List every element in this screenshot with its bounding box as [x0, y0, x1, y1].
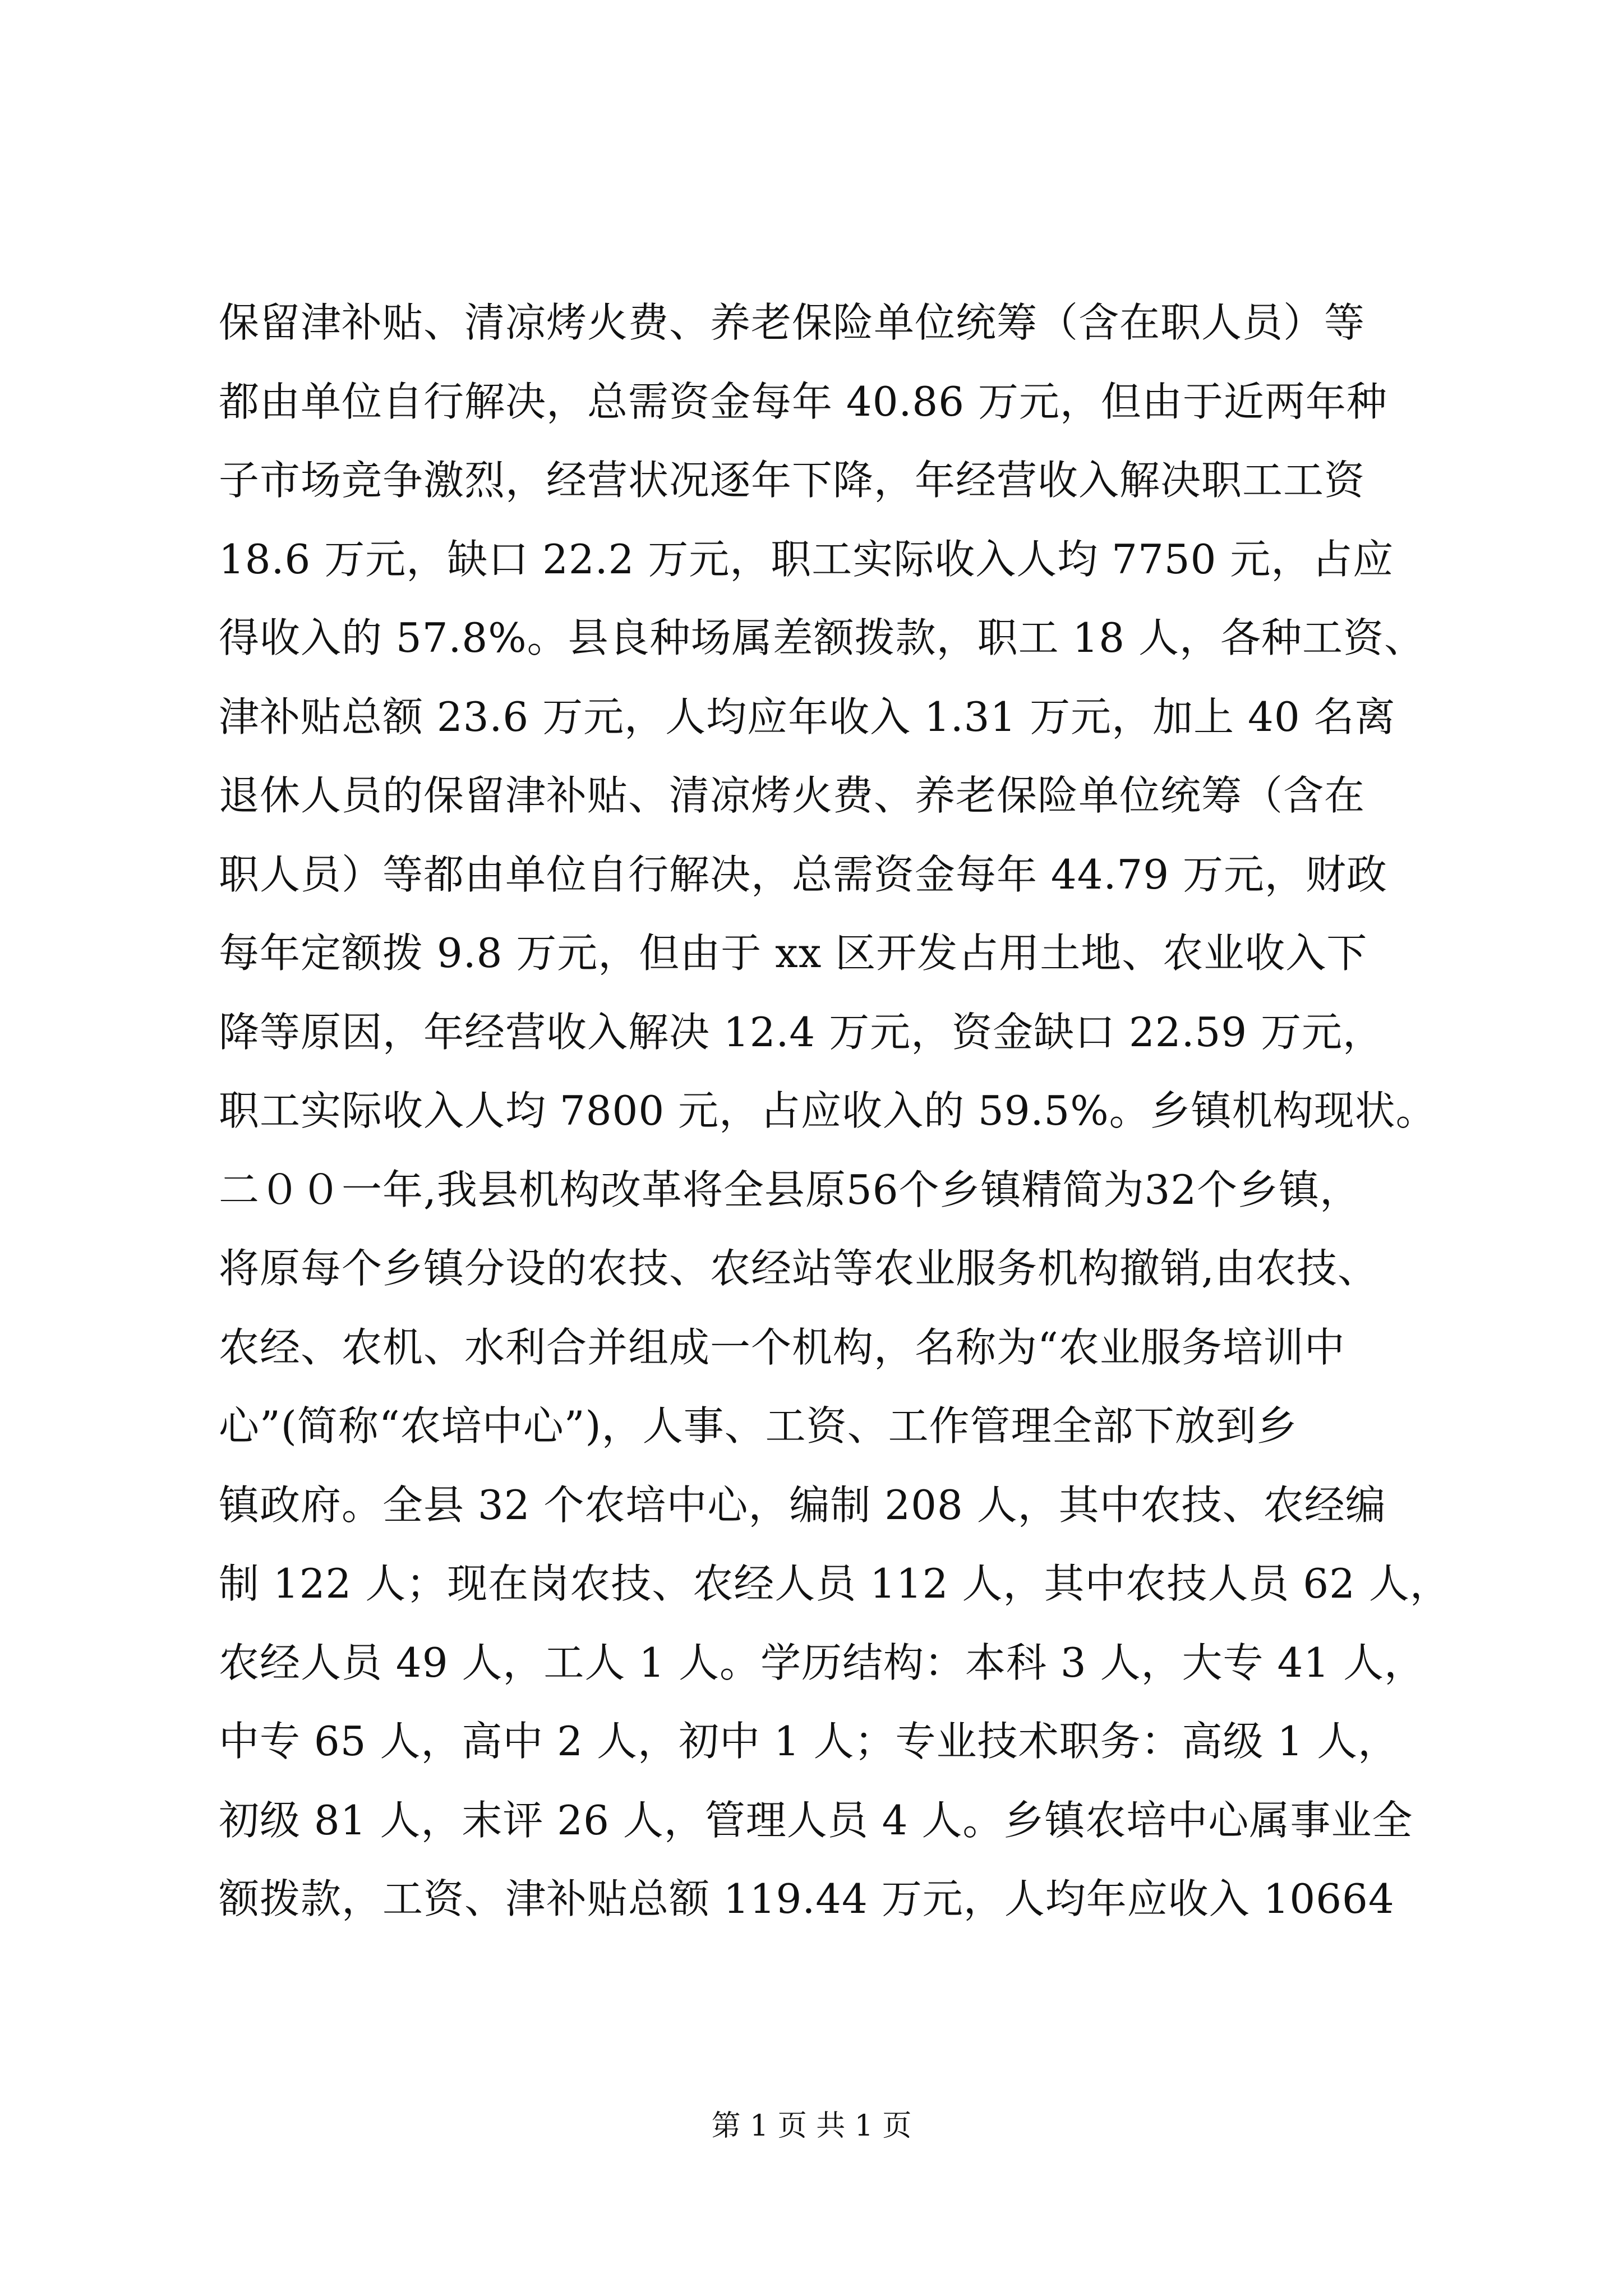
text-line-1: 保留津补贴、清凉烤火费、养老保险单位统筹（含在职人员）等	[219, 299, 1366, 346]
text-line-14: 农经、农机、水利合并组成一个机构，名称为“农业服务培训中	[219, 1323, 1345, 1371]
text-line-13: 将原每个乡镇分设的农技、农经站等农业服务机构撤销,由农技、	[219, 1245, 1378, 1292]
body-text	[219, 283, 1451, 1939]
text-line-20: 初级 81 人，末评 26 人，管理人员 4 人。乡镇农培中心属事业全	[219, 1796, 1413, 1844]
text-line-9: 每年定额拨 9.8 万元，但由于 xx 区开发占用土地、农业收入下	[219, 930, 1368, 977]
text-line-7: 退休人员的保留津补贴、清凉烤火费、养老保险单位统筹（含在	[219, 772, 1366, 819]
text-line-4: 18.6 万元，缺口 22.2 万元，职工实际收入人均 7750 元，占应	[219, 535, 1394, 583]
text-line-10: 降等原因，年经营收入解决 12.4 万元，资金缺口 22.59 万元，	[219, 1008, 1384, 1056]
text-line-8: 职人员）等都由单位自行解决，总需资金每年 44.79 万元，财政	[219, 850, 1387, 898]
text-line-21: 额拨款，工资、津补贴总额 119.44 万元，人均年应收入 10664	[219, 1875, 1395, 1922]
text-line-16: 镇政府。全县 32 个农培中心，编制 208 人，其中农技、农经编	[219, 1481, 1386, 1529]
text-line-11: 职工实际收入人均 7800 元，占应收入的 59.5%。乡镇机构现状。	[219, 1087, 1437, 1134]
text-line-3: 子市场竞争激烈，经营状况逐年下降，年经营收入解决职工工资	[219, 457, 1366, 504]
text-line-12: 二００一年,我县机构改革将全县原56个乡镇精简为32个乡镇，	[219, 1166, 1361, 1213]
text-line-2: 都由单位自行解决，总需资金每年 40.86 万元，但由于近两年种	[219, 378, 1387, 425]
text-line-15: 心”(简称“农培中心”)，人事、工资、工作管理全部下放到乡	[219, 1402, 1298, 1450]
text-line-18: 农经人员 49 人，工人 1 人。学历结构：本科 3 人，大专 41 人，	[219, 1639, 1425, 1686]
text-line-17: 制 122 人；现在岗农技、农经人员 112 人，其中农技人员 62 人，	[219, 1560, 1451, 1607]
page-number-footer: 第 1 页 共 1 页	[711, 2109, 912, 2143]
text-line-5: 得收入的 57.8%。县良种场属差额拨款，职工 18 人，各种工资、	[219, 614, 1426, 661]
text-line-19: 中专 65 人，高中 2 人，初中 1 人；专业技术职务：高级 1 人，	[219, 1718, 1399, 1765]
text-line-6: 津补贴总额 23.6 万元，人均应年收入 1.31 万元，加上 40 名离	[219, 693, 1396, 740]
